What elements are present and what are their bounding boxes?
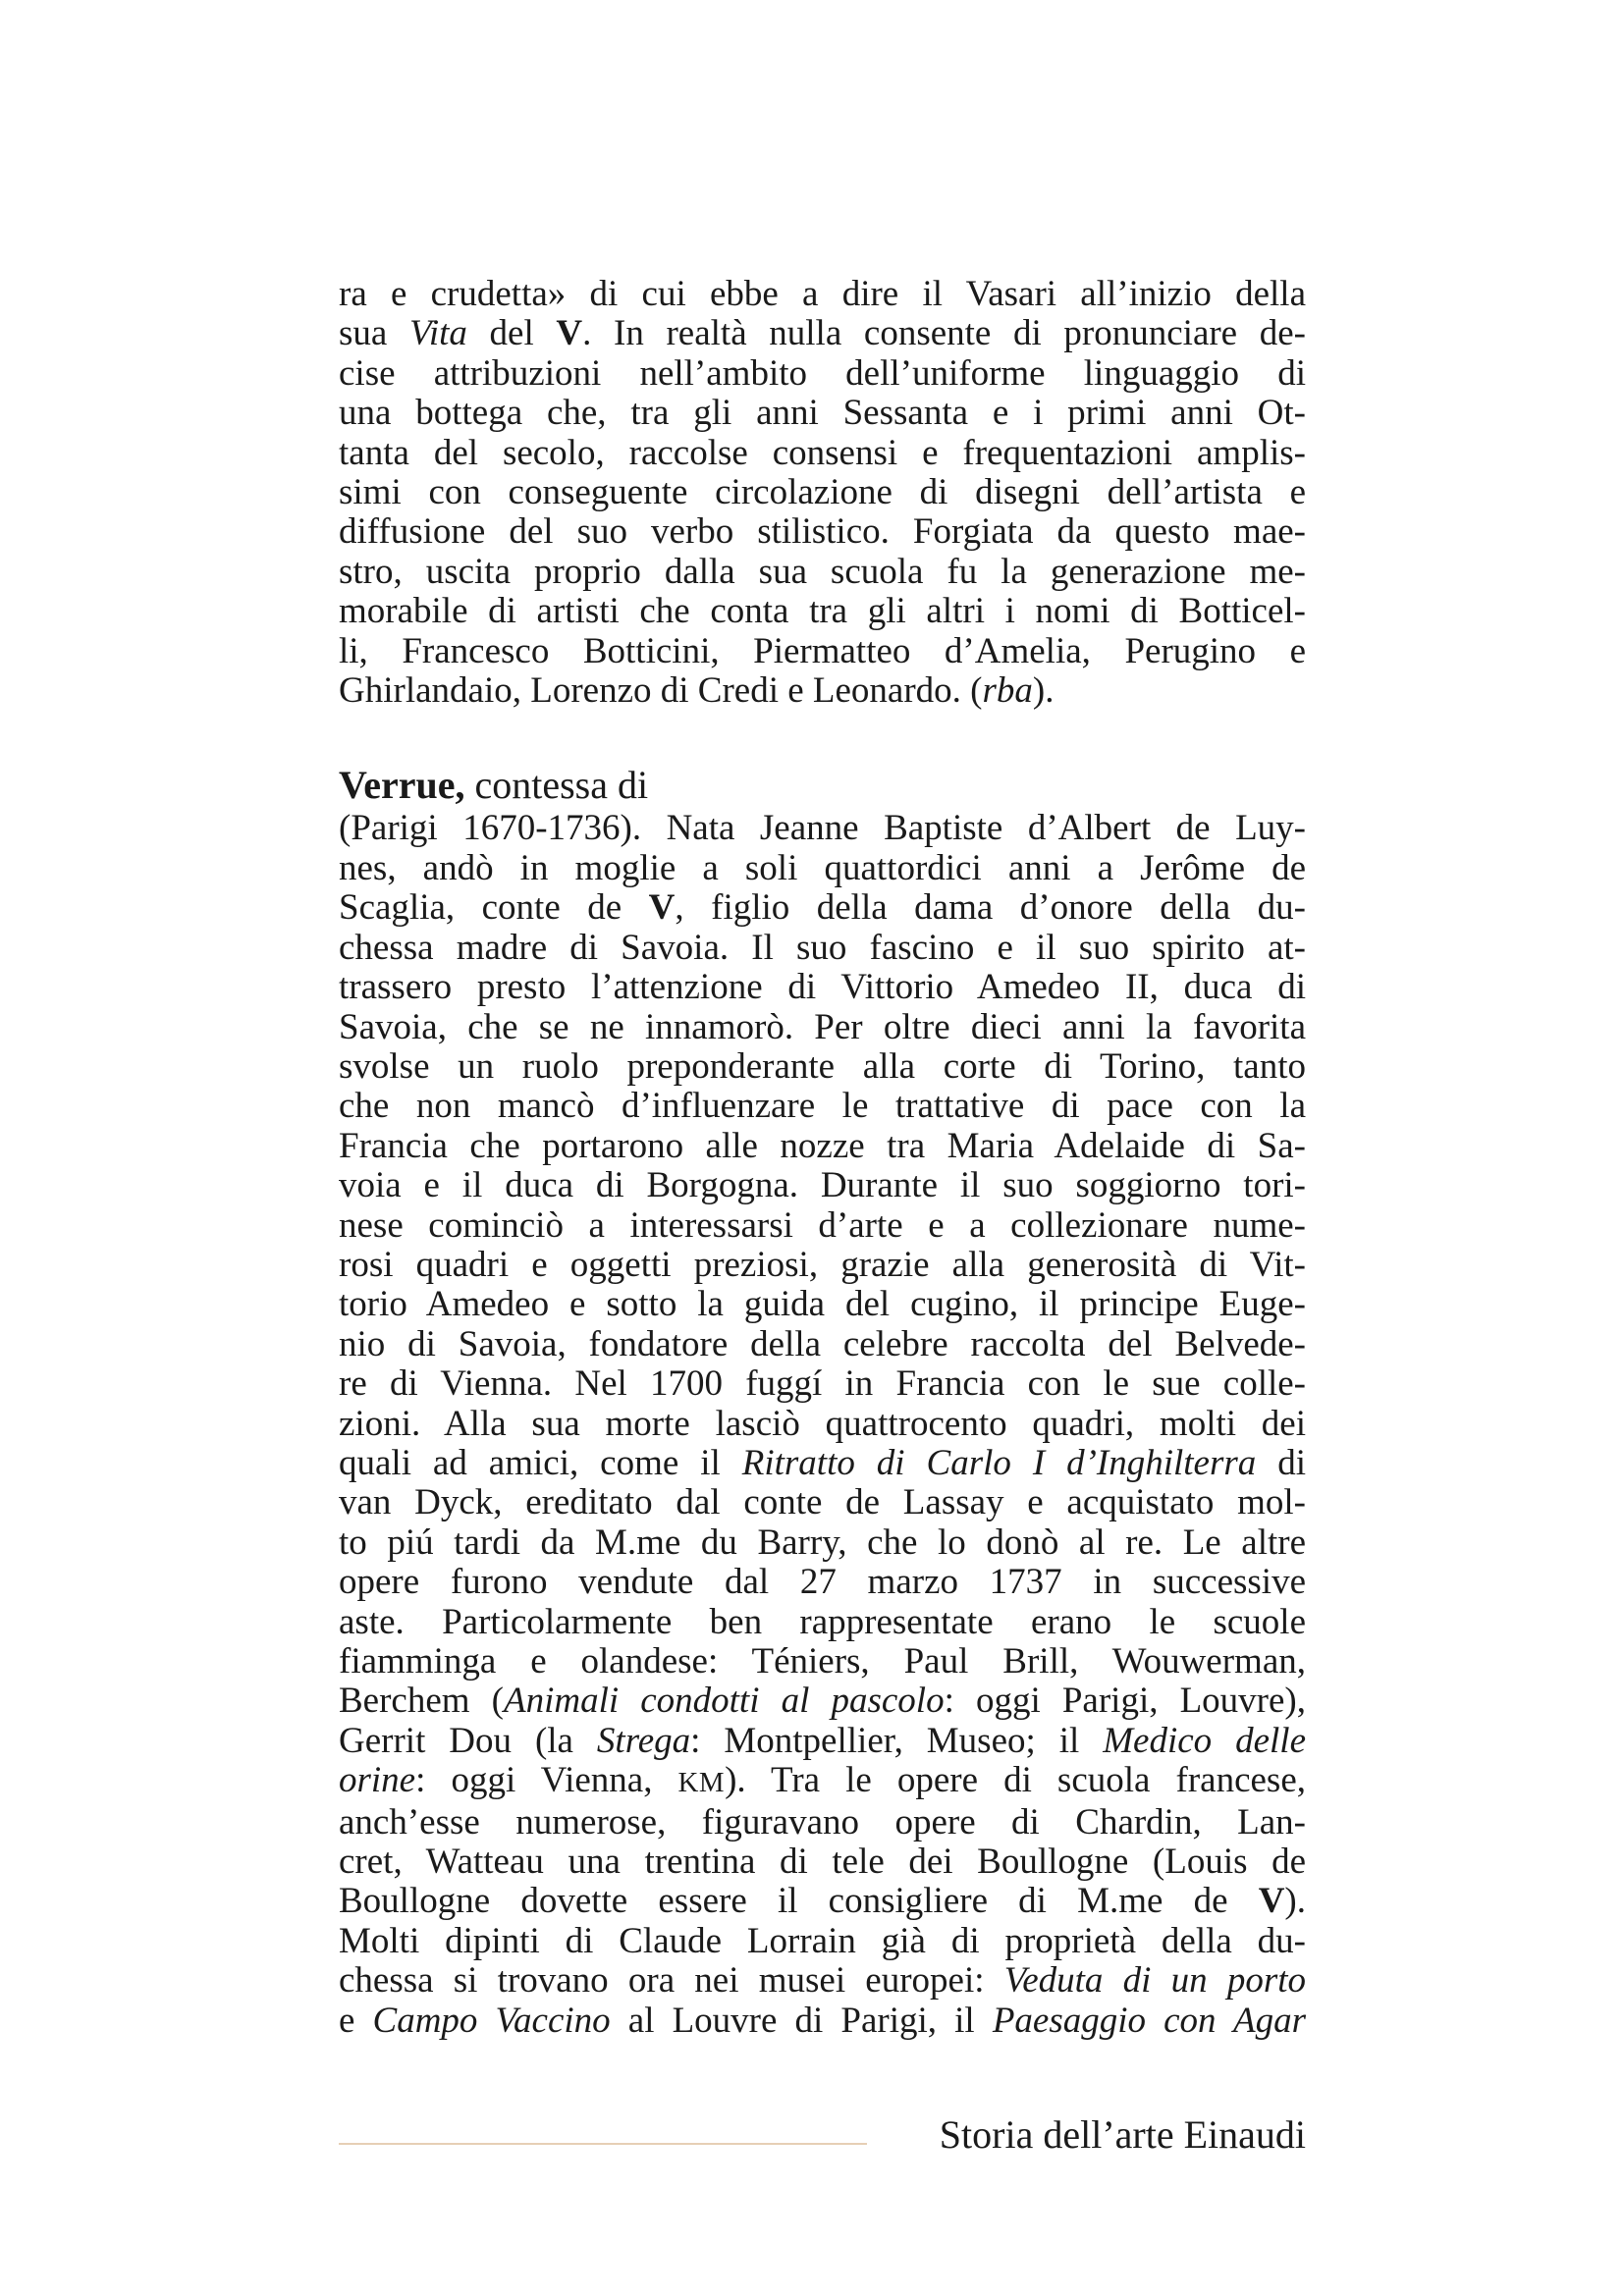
text-line: voia e il duca di Borgogna. Durante il suo soggiorno tori- — [339, 1165, 1306, 1206]
italic-title: Ritratto di Carlo I d’Inghilterra — [741, 1442, 1257, 1483]
smallcaps-abbreviation: KM — [677, 1767, 726, 1799]
text-line: Molti dipinti di Claude Lorrain già di proprietà della du- — [339, 1920, 1306, 1961]
text-line: Berchem (Animali condotti al pascolo: oggi Parigi, Louvre), — [339, 1681, 1306, 1722]
text-line: ra e crudetta» di cui ebbe a dire il Vasari all’inizio della — [339, 274, 1306, 314]
entry-qualifier: contessa di — [474, 763, 649, 808]
text-line: trassero presto l’attenzione di Vittorio Amedeo II, duca di — [339, 967, 1306, 1008]
page-footer — [339, 2110, 1306, 2169]
text-line: tanta del secolo, raccolse consensi e frequentazioni amplis- — [339, 432, 1306, 473]
text-line: (Parigi 1670-1736). Nata Jeanne Baptiste d’Albert de Luy- — [339, 808, 1306, 849]
italic-title: Strega — [596, 1720, 691, 1761]
entry-heading — [339, 764, 1306, 807]
page-body — [339, 275, 1306, 2041]
italic-title: orine — [339, 1760, 416, 1801]
italic-title: Paesaggio con Agar — [992, 2000, 1306, 2041]
text-line: Scaglia, conte de V, figlio della dama d’onore della du- — [339, 887, 1307, 929]
text-line: nio di Savoia, fondatore della celebre raccolta del Belvede- — [339, 1323, 1306, 1364]
text-line: Ghirlandaio, Lorenzo di Credi e Leonardo. (rba). — [339, 670, 1055, 712]
text-line: cise attribuzioni nell’ambito dell’uniforme linguaggio di — [339, 352, 1306, 394]
text-line: chessa madre di Savoia. Il suo fascino e il suo spirito at- — [339, 927, 1306, 968]
text-line: fiamminga e olandese: Téniers, Paul Brill, Wouwerman, — [339, 1641, 1306, 1682]
text-line: nese cominciò a interessarsi d’arte e a collezionare nume- — [339, 1204, 1306, 1246]
text-line: to piú tardi da M.me du Barry, che lo donò al re. Le altre — [339, 1522, 1306, 1563]
text-line: re di Vienna. Nel 1700 fuggí in Francia con le sue colle- — [339, 1363, 1306, 1405]
text-line: e Campo Vaccino al Louvre di Parigi, il Paesaggio con Agar — [339, 2000, 1306, 2041]
text-line: van Dyck, ereditato dal conte de Lassay e acquistato mol- — [339, 1482, 1306, 1523]
text-line: chessa si trovano ora nei musei europei: Veduta di un porto — [339, 1960, 1306, 2002]
footer-rule — [339, 2143, 867, 2145]
text-line: svolse un ruolo preponderante alla corte di Torino, tanto — [339, 1045, 1306, 1087]
text-line: diffusione del suo verbo stilistico. Forgiata da questo mae- — [339, 511, 1306, 553]
text-line: Francia che portarono alle nozze tra Maria Adelaide di Sa- — [339, 1125, 1306, 1166]
text-line: che non mancò d’influenzare le trattative di pace con la — [339, 1086, 1306, 1127]
text-line: stro, uscita proprio dalla sua scuola fu la generazione me- — [339, 551, 1306, 592]
text-line: anch’esse numerose, figuravano opere di Chardin, Lan- — [339, 1801, 1306, 1842]
text-line: zioni. Alla sua morte lasciò quattrocento quadri, molti dei — [339, 1403, 1306, 1444]
text-line: aste. Particolarmente ben rappresentate erano le scuole — [339, 1601, 1306, 1642]
entry-paragraph — [339, 809, 1306, 2041]
text-line: Savoia, che se ne innamorò. Per oltre dieci anni la favorita — [339, 1006, 1306, 1047]
entry-term: Verrue, — [339, 763, 465, 808]
continuation-paragraph — [339, 275, 1306, 711]
italic-title: Veduta di un porto — [1003, 1960, 1306, 2002]
text-line: simi con conseguente circolazione di disegni dell’artista e — [339, 472, 1306, 513]
text-line: una bottega che, tra gli anni Sessanta e i primi anni Ot- — [339, 393, 1306, 434]
italic-title: Campo Vaccino — [372, 2000, 611, 2041]
italic-title: Animali condotti al pascolo — [503, 1681, 945, 1722]
text-line: opere furono vendute dal 27 marzo 1737 in successive — [339, 1562, 1306, 1603]
footer-title: Storia dell’arte Einaudi — [939, 2112, 1306, 2157]
italic-title: Vita — [408, 313, 467, 354]
text-line: nes, andò in moglie a soli quattordici anni a Jerôme de — [339, 847, 1306, 888]
text-line: li, Francesco Botticini, Piermatteo d’Amelia, Perugino e — [339, 630, 1306, 671]
bold-abbreviation: V — [648, 887, 676, 929]
text-line: Gerrit Dou (la Strega: Montpellier, Museo; il Medico delle — [339, 1720, 1307, 1761]
bold-abbreviation: V — [1258, 1881, 1285, 1922]
text-line: Boullogne dovette essere il consigliere di M.me de V). — [339, 1881, 1306, 1922]
text-line: quali ad amici, come il Ritratto di Carlo I d’Inghilterra di — [339, 1442, 1307, 1483]
text-line: rosi quadri e oggetti preziosi, grazie alla generosità di Vit- — [339, 1244, 1306, 1285]
bold-abbreviation: V — [556, 313, 583, 354]
italic-title: Medico delle — [1103, 1720, 1307, 1761]
text-line: torio Amedeo e sotto la guida del cugino, il principe Euge- — [339, 1284, 1306, 1325]
text-line: morabile di artisti che conta tra gli altri i nomi di Botticel- — [339, 591, 1306, 632]
italic-title: rba — [982, 670, 1033, 712]
text-line: orine: oggi Vienna, KM). Tra le opere di scuola francese, — [339, 1760, 1306, 1801]
text-line: sua Vita del V. In realtà nulla consente di pronunciare de- — [339, 313, 1306, 354]
text-line: cret, Watteau una trentina di tele dei Boullogne (Louis de — [339, 1842, 1306, 1883]
